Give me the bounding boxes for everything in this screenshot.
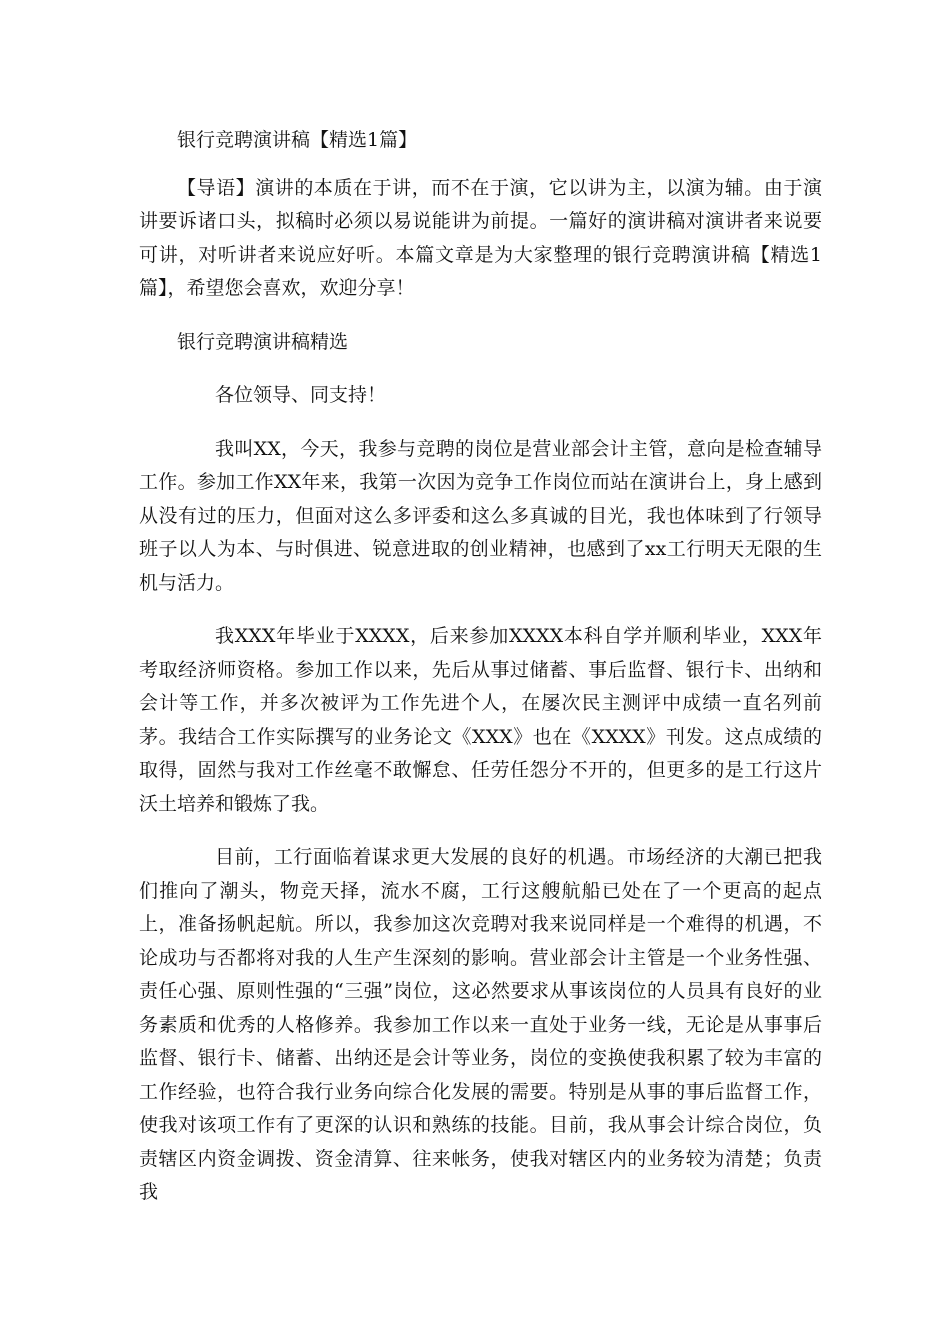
section-title: 银行竞聘演讲稿精选 [177, 330, 349, 353]
document-page [139, 124, 822, 1210]
body-paragraph-2: 我XXX年毕业于XXXX，后来参加XXXX本科自学并顺利毕业，XXX年考取经济师资格。参加工作以来，先后从事过储蓄、事后监督、银行卡、出纳和会计等工作，并多次被评为工作先进个人，在屡次民主测评中成绩一直名列前茅。我结合工作实际撰写的业务论文《XXX》也在《XXXX》刊发。这点成绩的取得，固然与我对工作丝毫不敢懈怠、任劳任怨分不开的，但更多的是工行这片沃土培养和锻炼了我。 [139, 625, 822, 815]
intro-paragraph: 【导语】演讲的本质在于讲，而不在于演，它以讲为主，以演为辅。由于演讲要诉诸口头，拟稿时必须以易说能讲为前提。一篇好的演讲稿对演讲者来说要可讲，对听讲者来说应好听。本篇文章是为大家整理的银行竞聘演讲稿【精选1篇】，希望您会喜欢，欢迎分享！ [139, 176, 822, 299]
body-paragraph-1: 我叫XX，今天，我参与竞聘的岗位是营业部会计主管，意向是检查辅导工作。参加工作XX年来，我第一次因为竞争工作岗位而站在演讲台上，身上感到从没有过的压力，但面对这么多评委和这么多真诚的目光，我也体味到了行领导班子以人为本、与时俱进、锐意进取的创业精神，也感到了xx工行明天无限的生机与活力。 [139, 437, 822, 594]
document-title: 银行竞聘演讲稿【精选1篇】 [177, 129, 418, 151]
body-paragraph-3: 目前，工行面临着谋求更大发展的良好的机遇。市场经济的大潮已把我们推向了潮头，物竞天择，流水不腐，工行这艘航船已处在了一个更高的起点上，准备扬帆起航。所以，我参加这次竞聘对我来说同样是一个难得的机遇，不论成功与否都将对我的人生产生深刻的影响。营业部会计主管是一个业务性强、责任心强、原则性强的“三强”岗位，这必然要求从事该岗位的人员具有良好的业务素质和优秀的人格修养。我参加工作以来一直处于业务一线，无论是从事事后监督、银行卡、储蓄、出纳还是会计等业务，岗位的变换使我积累了较为丰富的工作经验，也符合我行业务向综合化发展的需要。特别是从事的事后监督工作，使我对该项工作有了更深的认识和熟练的技能。目前，我从事会计综合岗位，负责辖区内资金调拨、资金清算、往来帐务，使我对辖区内的业务较为清楚；负责我 [139, 846, 822, 1203]
greeting-line: 各位领导、同支持！ [215, 384, 387, 406]
